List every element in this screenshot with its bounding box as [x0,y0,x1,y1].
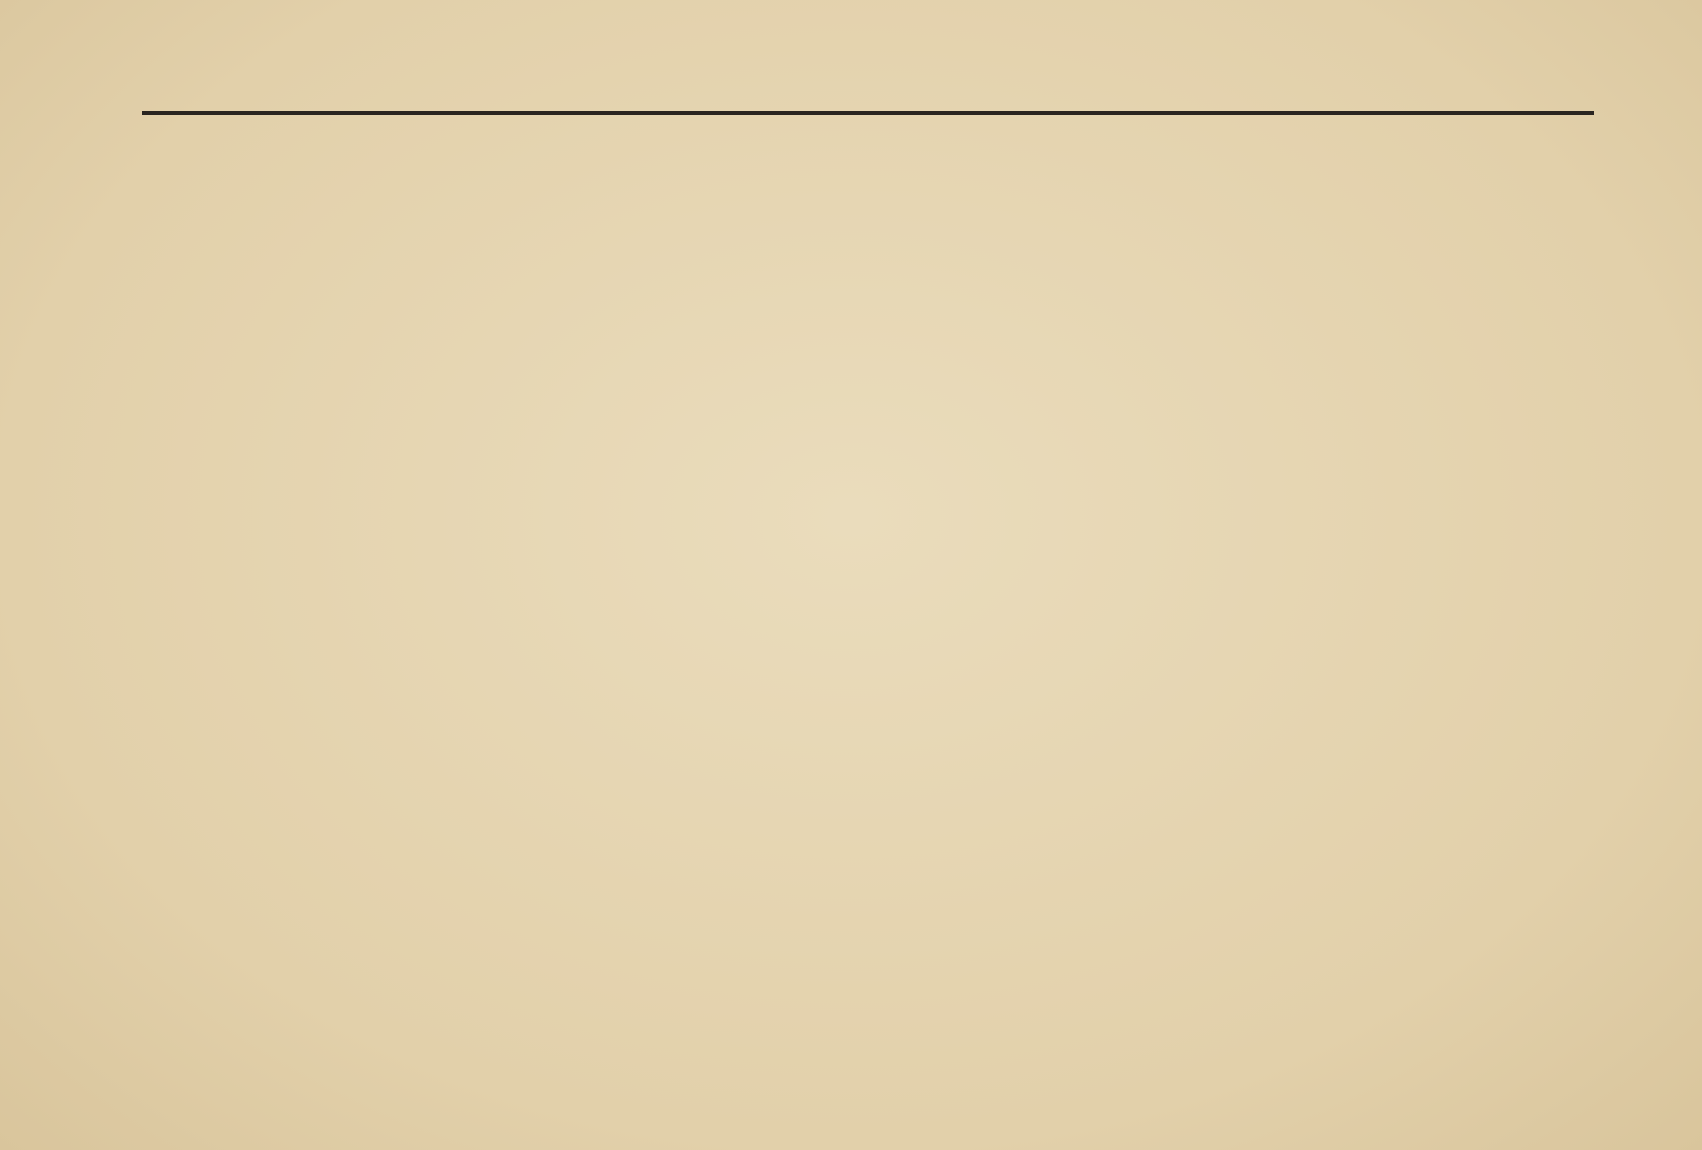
issue-number [1636,70,1676,130]
running-head [1640,270,1670,890]
page-number [1636,1040,1676,1080]
table-top-rule [142,111,1594,115]
signature-mark [102,1010,132,1050]
